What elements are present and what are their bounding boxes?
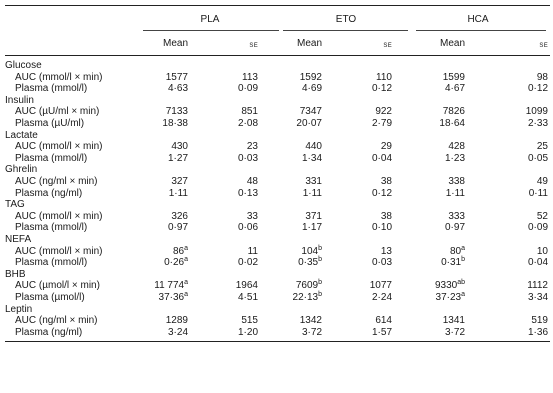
se-value <box>375 315 392 327</box>
mean-value <box>293 292 322 304</box>
section-title: Insulin <box>5 94 34 106</box>
cell-value: 3·72 <box>444 326 465 338</box>
section-title: BHB <box>5 268 26 280</box>
row-label: Plasma (µmol/l) <box>15 292 85 303</box>
se-value <box>537 246 548 258</box>
cell-value: 98 <box>536 71 548 83</box>
se-value <box>537 72 548 84</box>
mean-value <box>296 118 322 130</box>
cell-value: 37·36 <box>158 292 185 303</box>
row-label: AUC (ng/ml × min) <box>15 176 98 187</box>
cell-value: 1077 <box>369 280 392 292</box>
cell-value: 0·04 <box>527 257 548 269</box>
cell-value: 0·06 <box>237 222 258 234</box>
se-value <box>247 176 258 188</box>
cell-value: 1342 <box>299 315 322 327</box>
group-underline <box>283 30 408 31</box>
mean-value <box>171 211 188 223</box>
mean-value <box>305 211 322 223</box>
cell-value: 2·24 <box>371 292 392 303</box>
se-value <box>248 246 258 258</box>
cell-value: 331 <box>305 176 322 187</box>
cell-value: 113 <box>242 71 258 83</box>
cell-value: 7609 <box>295 280 319 292</box>
se-value <box>381 211 392 223</box>
cell-value: 0·04 <box>371 152 392 164</box>
mean-value <box>445 153 465 165</box>
se-value <box>531 315 548 327</box>
cell-value: 614 <box>375 315 392 327</box>
significance-superscript: b <box>318 244 322 252</box>
se-value <box>238 153 258 165</box>
section-title: NEFA <box>5 234 32 245</box>
se-value <box>238 292 258 304</box>
subheader-mean: Mean <box>439 38 465 49</box>
bottom-rule <box>5 341 550 342</box>
se-value <box>236 280 258 292</box>
cell-value: 25 <box>536 141 548 153</box>
cell-value: 0·10 <box>371 222 392 234</box>
row-label: AUC (µU/ml × min) <box>15 106 100 118</box>
mean-value <box>300 106 322 118</box>
se-value <box>372 292 392 304</box>
cell-value: 0·03 <box>371 257 392 269</box>
cell-value: 110 <box>376 71 392 83</box>
mean-value <box>305 176 322 188</box>
se-value <box>372 257 392 269</box>
cell-value: 338 <box>448 176 465 187</box>
cell-value: 9330 <box>434 280 458 292</box>
row-label: Plasma (mmol/l) <box>15 257 88 269</box>
se-value <box>238 118 258 130</box>
cell-value: 0·05 <box>527 152 548 164</box>
cell-value: 29 <box>380 141 392 153</box>
cell-value: 2·08 <box>237 118 258 129</box>
significance-superscript: a <box>184 256 188 264</box>
mean-value <box>168 222 188 234</box>
se-value <box>241 315 258 327</box>
se-value <box>372 153 392 165</box>
cell-value: 428 <box>448 141 465 153</box>
significance-superscript: b <box>318 279 322 287</box>
significance-superscript: a <box>461 244 465 252</box>
cell-value: 18·64 <box>439 118 465 129</box>
mean-value <box>439 118 465 130</box>
cell-value: 1289 <box>165 315 188 327</box>
se-value <box>537 211 548 223</box>
cell-value: 52 <box>536 210 548 222</box>
group-header-eto: ETO <box>335 14 357 25</box>
cell-value: 3·24 <box>167 326 188 338</box>
cell-value: 0·03 <box>237 152 258 164</box>
mean-value <box>448 176 465 188</box>
mean-value <box>302 83 322 95</box>
cell-value: 4·63 <box>167 83 188 95</box>
section-title: Leptin <box>5 303 33 315</box>
cell-value: 80 <box>449 245 462 257</box>
se-value <box>537 176 548 188</box>
subheader-se: se <box>383 39 392 49</box>
se-value <box>375 106 392 118</box>
cell-value: 1·11 <box>168 187 188 199</box>
mean-value <box>171 141 188 153</box>
cell-value: 1·34 <box>301 152 322 164</box>
cell-value: 0·13 <box>237 187 258 199</box>
mean-value <box>443 106 465 118</box>
row-label: AUC (mmol/l × min) <box>15 245 103 257</box>
se-value <box>529 188 548 200</box>
row-label: Plasma (mmol/l) <box>15 152 88 164</box>
section-title: Ghrelin <box>5 164 38 176</box>
significance-superscript: a <box>184 291 188 298</box>
se-value <box>370 280 392 292</box>
significance-superscript: a <box>184 279 188 287</box>
group-underline <box>143 30 279 31</box>
mean-value <box>168 327 188 339</box>
cell-value: 1·36 <box>527 326 548 338</box>
mean-value <box>168 153 188 165</box>
se-value <box>381 176 392 188</box>
mean-value <box>443 72 465 84</box>
cell-value: 0·02 <box>237 257 258 269</box>
cell-value: 86 <box>172 245 185 257</box>
se-value <box>526 106 548 118</box>
mean-value <box>448 141 465 153</box>
mean-value <box>302 327 322 339</box>
se-value <box>527 280 548 292</box>
cell-value: 104 <box>301 245 319 257</box>
mean-value <box>448 211 465 223</box>
mean-value <box>166 315 188 327</box>
mean-value <box>166 106 188 118</box>
section-title: Glucose <box>5 60 42 71</box>
subheader-se: se <box>249 39 258 49</box>
cell-value: 519 <box>531 315 548 327</box>
mean-value <box>445 83 465 95</box>
cell-value: 1·27 <box>167 152 188 164</box>
cell-value: 1599 <box>442 71 465 83</box>
mean-value <box>302 153 322 165</box>
se-value <box>247 211 258 223</box>
mean-value <box>154 280 188 292</box>
se-value <box>247 141 258 153</box>
mean-value <box>159 292 188 304</box>
section-title: TAG <box>5 199 25 211</box>
cell-value: 7347 <box>299 106 322 118</box>
cell-value: 7133 <box>165 106 188 118</box>
cell-value: 1577 <box>165 71 188 83</box>
cell-value: 0·97 <box>167 222 188 234</box>
cell-value: 0·12 <box>527 83 548 95</box>
cell-value: 0·09 <box>527 222 548 234</box>
cell-value: 430 <box>171 141 188 153</box>
se-value <box>238 222 258 234</box>
se-value <box>381 246 392 258</box>
mean-value <box>164 257 188 269</box>
mean-value <box>302 222 322 234</box>
significance-superscript: b <box>318 256 322 264</box>
group-header-pla: PLA <box>200 14 220 25</box>
cell-value: 2·33 <box>527 118 548 129</box>
cell-value: 11 <box>247 245 258 257</box>
row-label: Plasma (µU/ml) <box>15 118 85 129</box>
se-value <box>528 327 548 339</box>
cell-value: 20·07 <box>296 118 322 129</box>
row-label: Plasma (ng/ml) <box>15 326 83 338</box>
se-value <box>372 188 392 200</box>
cell-value: 10 <box>536 245 548 257</box>
cell-value: 0·97 <box>444 222 465 234</box>
row-label: AUC (µmol/l × min) <box>15 280 100 292</box>
cell-value: 1·23 <box>444 152 465 164</box>
cell-value: 326 <box>171 210 188 222</box>
cell-value: 922 <box>375 106 392 118</box>
row-label: Plasma (ng/ml) <box>15 187 83 199</box>
cell-value: 4·51 <box>237 292 258 303</box>
cell-value: 18·38 <box>162 118 188 129</box>
row-label: AUC (mmol/l × min) <box>15 141 103 153</box>
cell-value: 0·12 <box>371 83 392 95</box>
mean-value <box>300 315 322 327</box>
cell-value: 327 <box>171 176 188 187</box>
se-value <box>528 292 548 304</box>
cell-value: 1112 <box>527 280 548 292</box>
mean-value <box>298 257 322 269</box>
cell-value: 49 <box>536 176 548 187</box>
cell-value: 13 <box>380 245 392 257</box>
cell-value: 1592 <box>299 71 322 83</box>
mean-value <box>446 188 465 200</box>
cell-value: 3·34 <box>527 292 548 303</box>
cell-value: 3·72 <box>301 326 322 338</box>
mean-value <box>445 327 465 339</box>
mean-value <box>300 72 322 84</box>
se-value <box>242 72 258 84</box>
cell-value: 440 <box>305 141 322 153</box>
significance-superscript: ab <box>457 279 465 287</box>
cell-value: 1·11 <box>302 187 322 199</box>
mean-value <box>162 118 188 130</box>
cell-value: 0·26 <box>164 257 185 269</box>
group-underline <box>416 30 546 31</box>
mean-value <box>436 292 465 304</box>
se-value <box>238 327 258 339</box>
top-rule <box>5 5 550 6</box>
se-value <box>372 222 392 234</box>
section-title: Lactate <box>5 129 38 141</box>
mean-value <box>303 188 322 200</box>
mean-value <box>171 176 188 188</box>
significance-superscript: a <box>461 291 465 298</box>
cell-value: 2·79 <box>371 118 392 129</box>
cell-value: 0·09 <box>237 83 258 95</box>
cell-value: 37·23 <box>435 292 462 303</box>
subheader-mean: Mean <box>296 38 322 49</box>
header-rule <box>5 55 550 56</box>
se-value <box>372 118 392 130</box>
group-header-hca: HCA <box>467 14 489 25</box>
mean-value <box>441 257 465 269</box>
cell-value: 333 <box>448 210 465 222</box>
significance-superscript: b <box>461 256 465 264</box>
se-value <box>376 72 392 84</box>
cell-value: 1·11 <box>445 187 465 199</box>
se-value <box>241 106 258 118</box>
se-value <box>372 327 392 339</box>
cell-value: 38 <box>380 176 392 187</box>
cell-value: 23 <box>246 141 258 153</box>
subheader-se: se <box>539 39 548 49</box>
cell-value: 1·17 <box>301 222 322 234</box>
se-value <box>381 141 392 153</box>
row-label: AUC (mmol/l × min) <box>15 71 103 83</box>
mean-value <box>443 315 465 327</box>
row-label: AUC (ng/ml × min) <box>15 315 98 327</box>
row-label: Plasma (mmol/l) <box>15 83 88 95</box>
cell-value: 0·11 <box>528 187 548 199</box>
cell-value: 851 <box>241 106 258 118</box>
cell-value: 1099 <box>525 106 548 118</box>
subheader-mean: Mean <box>162 38 188 49</box>
row-label: AUC (mmol/l × min) <box>15 210 103 222</box>
cell-value: 7826 <box>442 106 465 118</box>
se-value <box>528 257 548 269</box>
mean-value <box>445 222 465 234</box>
cell-value: 1·57 <box>371 326 392 338</box>
se-value <box>528 222 548 234</box>
significance-superscript: a <box>184 244 188 252</box>
cell-value: 38 <box>380 210 392 222</box>
cell-value: 515 <box>241 315 258 327</box>
cell-value: 0·31 <box>441 257 462 269</box>
mean-value <box>166 72 188 84</box>
se-value <box>528 118 548 130</box>
se-value <box>537 141 548 153</box>
cell-value: 371 <box>305 210 322 222</box>
se-value <box>528 153 548 165</box>
cell-value: 4·67 <box>444 83 465 95</box>
cell-value: 0·12 <box>371 187 392 199</box>
cell-value: 48 <box>246 176 258 187</box>
se-value <box>238 188 258 200</box>
cell-value: 11 774 <box>154 280 185 292</box>
se-value <box>528 83 548 95</box>
cell-value: 1964 <box>235 280 258 292</box>
mean-value <box>169 188 188 200</box>
mean-value <box>305 141 322 153</box>
mean-value <box>168 83 188 95</box>
se-value <box>238 83 258 95</box>
significance-superscript: b <box>318 291 322 298</box>
se-value <box>238 257 258 269</box>
se-value <box>372 83 392 95</box>
cell-value: 1341 <box>442 315 465 327</box>
row-label: Plasma (mmol/l) <box>15 222 88 234</box>
cell-value: 22·13 <box>292 292 319 303</box>
cell-value: 4·69 <box>301 83 322 95</box>
cell-value: 33 <box>246 210 258 222</box>
cell-value: 1·20 <box>237 326 258 338</box>
cell-value: 0·35 <box>298 257 319 269</box>
